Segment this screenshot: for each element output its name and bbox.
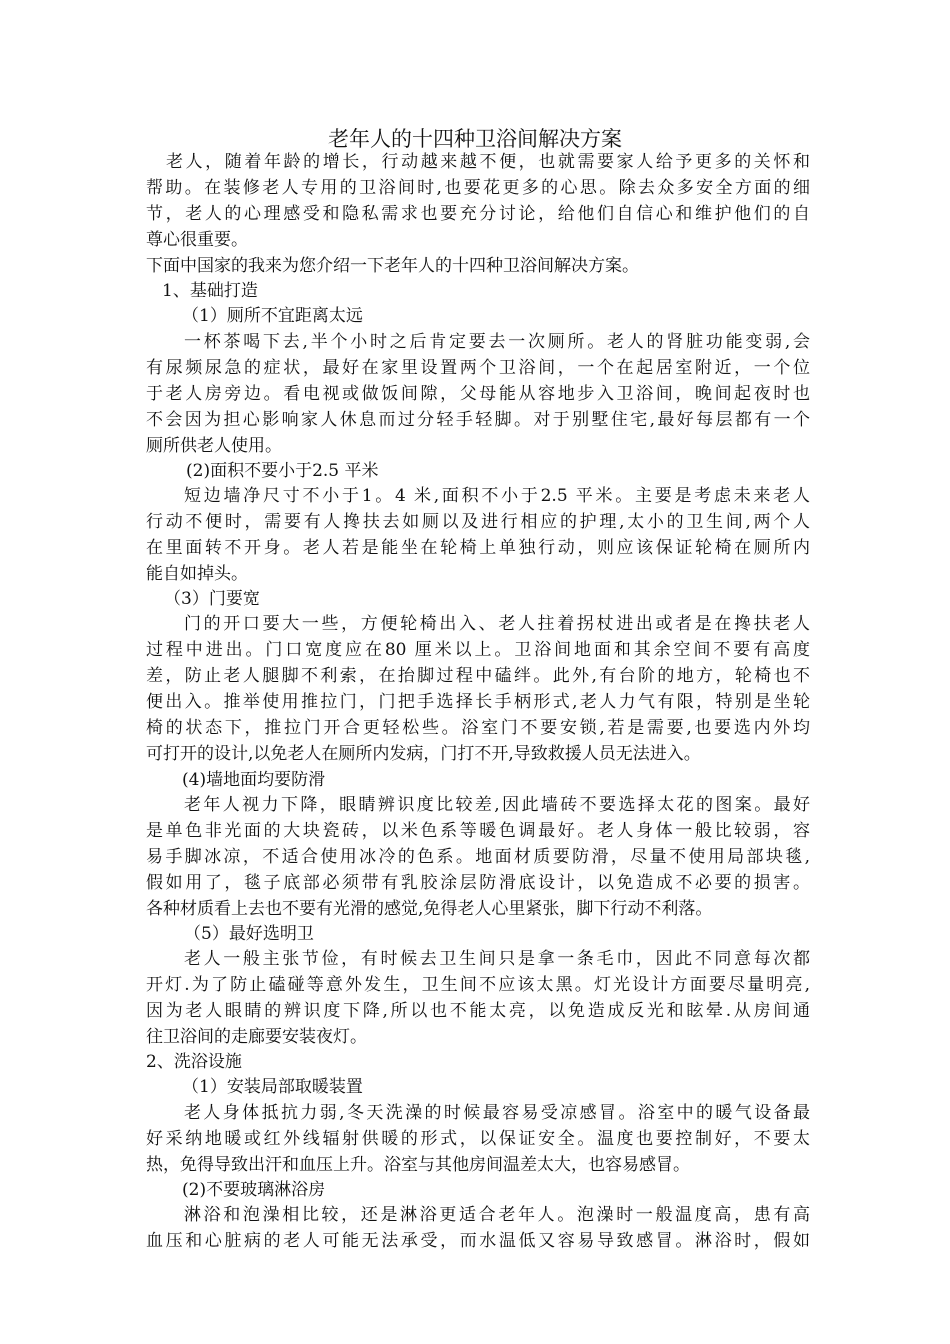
- paragraph-line: 能自如掉头。: [146, 564, 248, 584]
- paragraph-line: 易手脚冰凉，不适合使用冰冷的色系。地面材质要防滑，尽量不使用局部块毯,: [146, 847, 810, 867]
- paragraph-line: 老人身体抵抗力弱,冬天洗澡的时候最容易受凉感冒。浴室中的暖气设备最: [184, 1103, 810, 1123]
- subsection-heading: (2)不要玻璃淋浴房: [182, 1180, 326, 1200]
- paragraph-line: 因为老人眼睛的辨识度下降,所以也不能太亮，以免造成反光和眩晕.从房间通: [146, 1001, 810, 1021]
- paragraph-line: 差，防止老人腿脚不利索，在抬脚过程中磕绊。此外,有台阶的地方，轮椅也不: [146, 666, 810, 686]
- paragraph-line: 在里面转不开身。老人若是能坐在轮椅上单独行动，则应该保证轮椅在厕所内: [146, 538, 810, 558]
- subsection-heading: （5）最好选明卫: [184, 924, 314, 944]
- paragraph-line: 不会因为担心影响家人休息而过分轻手轻脚。对于别墅住宅,最好每层都有一个: [146, 410, 810, 430]
- intro-line: 下面中国家的我来为您介绍一下老年人的十四种卫浴间解决方案。: [146, 256, 639, 276]
- paragraph-line: 热，免得导致出汗和血压上升。浴室与其他房间温差太大，也容易感冒。: [146, 1155, 690, 1175]
- paragraph-line: 一杯茶喝下去,半个小时之后肯定要去一次厕所。老人的肾脏功能变弱,会: [184, 332, 810, 352]
- paragraph-line: 有尿频尿急的症状，最好在家里设置两个卫浴间，一个在起居室附近，一个位: [146, 358, 810, 378]
- intro-line: 节，老人的心理感受和隐私需求也要充分讨论，给他们自信心和维护他们的自: [146, 204, 810, 224]
- subsection-heading: （3）门要宽: [164, 589, 260, 609]
- paragraph-line: 于老人房旁边。看电视或做饭间隙，父母能从容地步入卫浴间，晚间起夜时也: [146, 384, 810, 404]
- intro-line: 尊心很重要。: [146, 230, 248, 250]
- section-heading: 1、基础打造: [162, 281, 258, 301]
- paragraph-line: 老年人视力下降，眼睛辨识度比较差,因此墙砖不要选择太花的图案。最好: [184, 795, 810, 815]
- intro-line: 老人，随着年龄的增长，行动越来越不便，也就需要家人给予更多的关怀和: [166, 152, 810, 172]
- paragraph-line: 是单色非光面的大块瓷砖，以米色系等暖色调最好。老人身体一般比较弱，容: [146, 821, 810, 841]
- paragraph-line: 开灯.为了防止磕碰等意外发生，卫生间不应该太黑。灯光设计方面要尽量明亮,: [146, 975, 810, 995]
- subsection-heading: （1）安装局部取暖装置: [182, 1077, 363, 1097]
- paragraph-line: 各种材质看上去也不要有光滑的感觉,免得老人心里紧张，脚下行动不利落。: [146, 899, 713, 919]
- subsection-heading: （1）厕所不宜距离太远: [182, 306, 363, 326]
- document-title: 老年人的十四种卫浴间解决方案: [328, 127, 622, 151]
- paragraph-line: 短边墙净尺寸不小于1。4 米,面积不小于2.5 平米。主要是考虑未来老人: [184, 486, 810, 506]
- paragraph-line: 椅的状态下，推拉门开合更轻松些。浴室门不要安锁,若是需要,也要选内外均: [146, 718, 810, 738]
- paragraph-line: 血压和心脏病的老人可能无法承受，而水温低又容易导致感冒。淋浴时，假如: [146, 1231, 810, 1251]
- intro-line: 帮助。在装修老人专用的卫浴间时,也要花更多的心思。除去众多安全方面的细: [146, 178, 810, 198]
- paragraph-line: 行动不便时，需要有人搀扶去如厕以及进行相应的护理,太小的卫生间,两个人: [146, 512, 810, 532]
- paragraph-line: 假如用了，毯子底部必须带有乳胶涂层防滑底设计，以免造成不必要的损害。: [146, 873, 810, 893]
- paragraph-line: 便出入。推举使用推拉门，门把手选择长手柄形式,老人力气有限，特别是坐轮: [146, 692, 810, 712]
- subsection-heading: (4)墙地面均要防滑: [182, 770, 326, 790]
- paragraph-line: 可打开的设计,以免老人在厕所内发病，门打不开,导致救援人员无法进入。: [146, 744, 701, 764]
- paragraph-line: 淋浴和泡澡相比较，还是淋浴更适合老年人。泡澡时一般温度高，患有高: [184, 1205, 810, 1225]
- section-heading: 2、洗浴设施: [146, 1052, 242, 1072]
- paragraph-line: 厕所供老人使用。: [146, 436, 282, 456]
- paragraph-line: 往卫浴间的走廊要安装夜灯。: [146, 1027, 367, 1047]
- subsection-heading: (2)面积不要小于2.5 平米: [186, 461, 379, 481]
- paragraph-line: 过程中进出。门口宽度应在80 厘米以上。卫浴间地面和其余空间不要有高度: [146, 640, 810, 660]
- paragraph-line: 好采纳地暖或红外线辐射供暖的形式，以保证安全。温度也要控制好，不要太: [146, 1129, 810, 1149]
- paragraph-line: 老人一般主张节俭，有时候去卫生间只是拿一条毛巾，因此不同意每次都: [184, 949, 810, 969]
- paragraph-line: 门的开口要大一些，方便轮椅出入、老人拄着拐杖进出或者是在搀扶老人: [184, 614, 810, 634]
